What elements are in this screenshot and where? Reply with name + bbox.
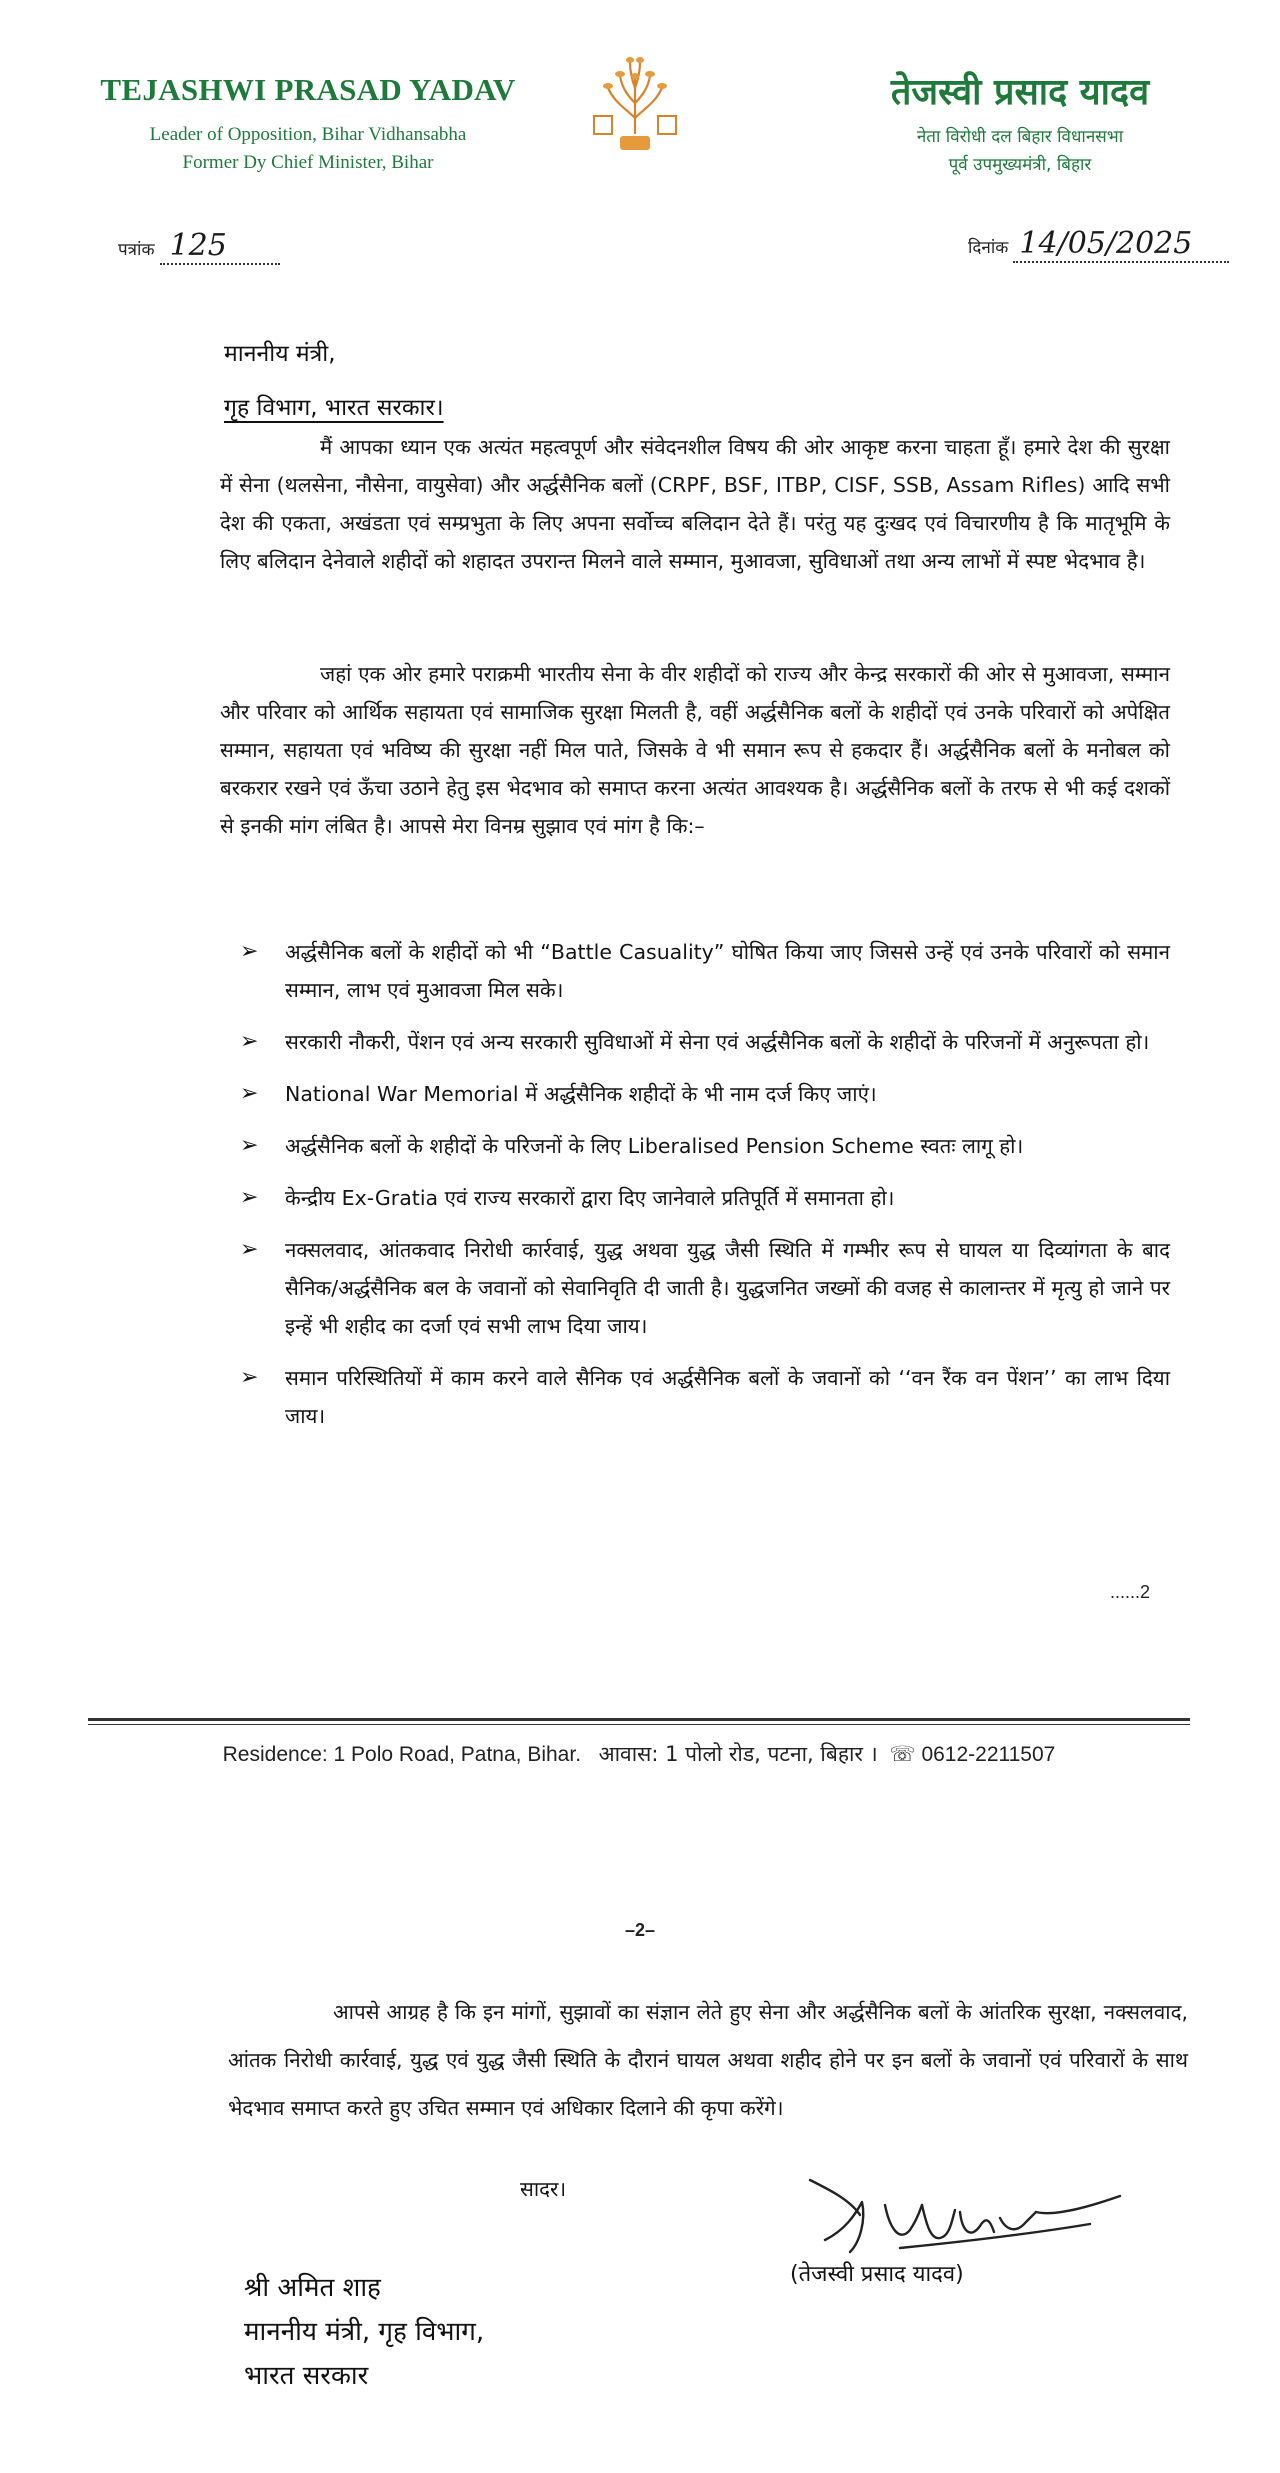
date-label: दिनांक — [968, 238, 1009, 258]
footer-address-english: Residence: 1 Polo Road, Patna, Bihar. — [222, 1743, 582, 1766]
page-2-marker: –2– — [624, 1920, 656, 1940]
footer-rule — [88, 1718, 1190, 1721]
reference-value: 125 — [160, 228, 280, 265]
arrow-bullet-icon: ➢ — [240, 1185, 259, 1210]
continued-marker: ......2 — [1110, 1582, 1151, 1602]
letter-date — [968, 226, 1229, 263]
date-value: 14/05/2025 — [1013, 226, 1229, 263]
letterhead-title-hindi-2: पूर्व उपमुख्यमंत्री, बिहार — [948, 155, 1092, 175]
list-item: ➢ National War Memorial में अर्द्धसैनिक शहीदों के भी नाम दर्ज किए जाएं। — [240, 1075, 1170, 1113]
phone-icon: ☏ — [889, 1743, 916, 1766]
letterhead-title-hindi-1: नेता विरोधी दल बिहार विधानसभा — [916, 127, 1124, 147]
demands-list — [240, 933, 1170, 1449]
footer-address-hindi: आवास: 1 पोलो रोड, पटना, बिहार । — [598, 1742, 878, 1766]
arrow-bullet-icon: ➢ — [240, 1237, 259, 1262]
reference-label: पत्रांक — [118, 240, 155, 260]
list-item: ➢ केन्द्रीय Ex-Gratia एवं राज्य सरकारों द्वारा दिए जानेवाले प्रतिपूर्ति में समानता हो। — [240, 1179, 1170, 1217]
recipient-line-3: भारत सरकार — [244, 2361, 369, 2391]
list-item: ➢ नक्सलवाद, आंतकवाद निरोधी कार्रवाई, युद्ध अथवा युद्ध जैसी स्थिति में गम्भीर रूप से घायल या दिव्यांगता के बाद सैनिक/अर्द्धसैनिक बल के जवानों को सेवानिवृति दी जाती है। युद्धजनित जख्मों की वजह से कालान्तर में मृत्यु हो जाने पर इन्हें भी शहीद का दर्जा एवं सभी लाभ दिया जाय। — [240, 1231, 1170, 1345]
letterhead-name-hindi: तेजस्वी प्रसाद यादव — [890, 72, 1150, 113]
recipient-line-2: माननीय मंत्री, गृह विभाग, — [244, 2317, 485, 2347]
reference-number — [118, 228, 280, 265]
salutation-line-2: गृह विभाग, भारत सरकार। — [224, 395, 444, 421]
signature-image — [790, 2160, 1140, 2270]
signatory-name: (तेजस्वी प्रसाद यादव) — [790, 2262, 964, 2287]
party-emblem-icon — [590, 48, 680, 158]
list-item: ➢ समान परिस्थितियों में काम करने वाले सैनिक एवं अर्द्धसैनिक बलों के जवानों को ‘‘वन रैंक वन पेंशन’’ का लाभ दिया जाय। — [240, 1359, 1170, 1435]
footer-rule-thin — [88, 1724, 1190, 1725]
body-paragraph-2: जहां एक ओर हमारे पराक्रमी भारतीय सेना के वीर शहीदों को राज्य और केन्द्र सरकारों की ओर से मुआवजा, सम्मान और परिवार को आर्थिक सहायता एवं सामाजिक सुरक्षा मिलती है, वहीं अर्द्धसैनिक बलों के शहीदों एवं उनके परिवारों को अपेक्षित सम्मान, सहायता एवं भविष्य की सुरक्षा नहीं मिल पाते, जिसके वे भी समान रूप से हकदार हैं। अर्द्धसैनिक बलों के मनोबल को बरकरार रखने एवं ऊँचा उठाने हेतु इस भेदभाव को समाप्त करना अत्यंत आवश्यक है। अर्द्धसैनिक बलों के तरफ से भी कई दशकों से इनकी मांग लंबित है। आपसे मेरा विनम्र सुझाव एवं मांग है कि:– — [220, 662, 1170, 838]
closing-text: सादर। — [520, 2177, 567, 2201]
arrow-bullet-icon: ➢ — [240, 1365, 259, 1390]
letterhead-name-english: TEJASHWI PRASAD YADAV — [100, 72, 516, 107]
arrow-bullet-icon: ➢ — [240, 1133, 259, 1158]
arrow-bullet-icon: ➢ — [240, 939, 259, 964]
recipient-line-1: श्री अमित शाह — [244, 2273, 381, 2303]
footer-address — [88, 1740, 1190, 1768]
footer-phone: 0612-2211507 — [921, 1743, 1056, 1766]
list-item: ➢ सरकारी नौकरी, पेंशन एवं अन्य सरकारी सुविधाओं में सेना एवं अर्द्धसैनिक बलों के शहीदों के परिजनों में अनुरूपता हो। — [240, 1023, 1170, 1061]
arrow-bullet-icon: ➢ — [240, 1029, 259, 1054]
list-item: ➢ अर्द्धसैनिक बलों के शहीदों को भी “Battle Casuality” घोषित किया जाए जिससे उन्हें एवं उनके परिवारों को समान सम्मान, लाभ एवं मुआवजा मिल सके। — [240, 933, 1170, 1009]
letterhead-title-english-1: Leader of Opposition, Bihar Vidhansabha — [149, 124, 467, 145]
list-item: ➢ अर्द्धसैनिक बलों के शहीदों के परिजनों के लिए Liberalised Pension Scheme स्वतः लागू हो। — [240, 1127, 1170, 1165]
page-2-paragraph: आपसे आग्रह है कि इन मांगों, सुझावों का संज्ञान लेते हुए सेना और अर्द्धसैनिक बलों के आंतरिक सुरक्षा, नक्सलवाद, आंतक निरोधी कार्रवाई, युद्ध एवं युद्ध जैसी स्थिति के दौरानं घायल अथवा शहीद होने पर इन बलों के जवानों एवं परिवारों के साथ भेदभाव समाप्त करते हुए उचित सम्मान एवं अधिकार दिलाने की कृपा करेंगे। — [228, 2000, 1188, 2120]
body-paragraph-1: मैं आपका ध्यान एक अत्यंत महत्वपूर्ण और संवेदनशील विषय की ओर आकृष्ट करना चाहता हूँ। हमारे देश की सुरक्षा में सेना (थलसेना, नौसेना, वायुसेवा) और अर्द्धसैनिक बलों (CRPF, BSF, ITBP, CISF, SSB, Assam Rifles) आदि सभी देश की एकता, अखंडता एवं सम्प्रभुता के लिए अपना सर्वोच्च बलिदान देते हैं। परंतु यह दुःखद एवं विचारणीय है कि मातृभूमि के लिए बलिदान देनेवाले शहीदों को शहादत उपरान्त मिलने वाले सम्मान, मुआवजा, सुविधाओं तथा अन्य लाभों में स्पष्ट भेदभाव है। — [220, 435, 1170, 573]
arrow-bullet-icon: ➢ — [240, 1081, 259, 1106]
recipient-address — [244, 2266, 484, 2398]
letterhead-title-english-2: Former Dy Chief Minister, Bihar — [182, 152, 434, 173]
salutation-line-1: माननीय मंत्री, — [224, 341, 336, 367]
